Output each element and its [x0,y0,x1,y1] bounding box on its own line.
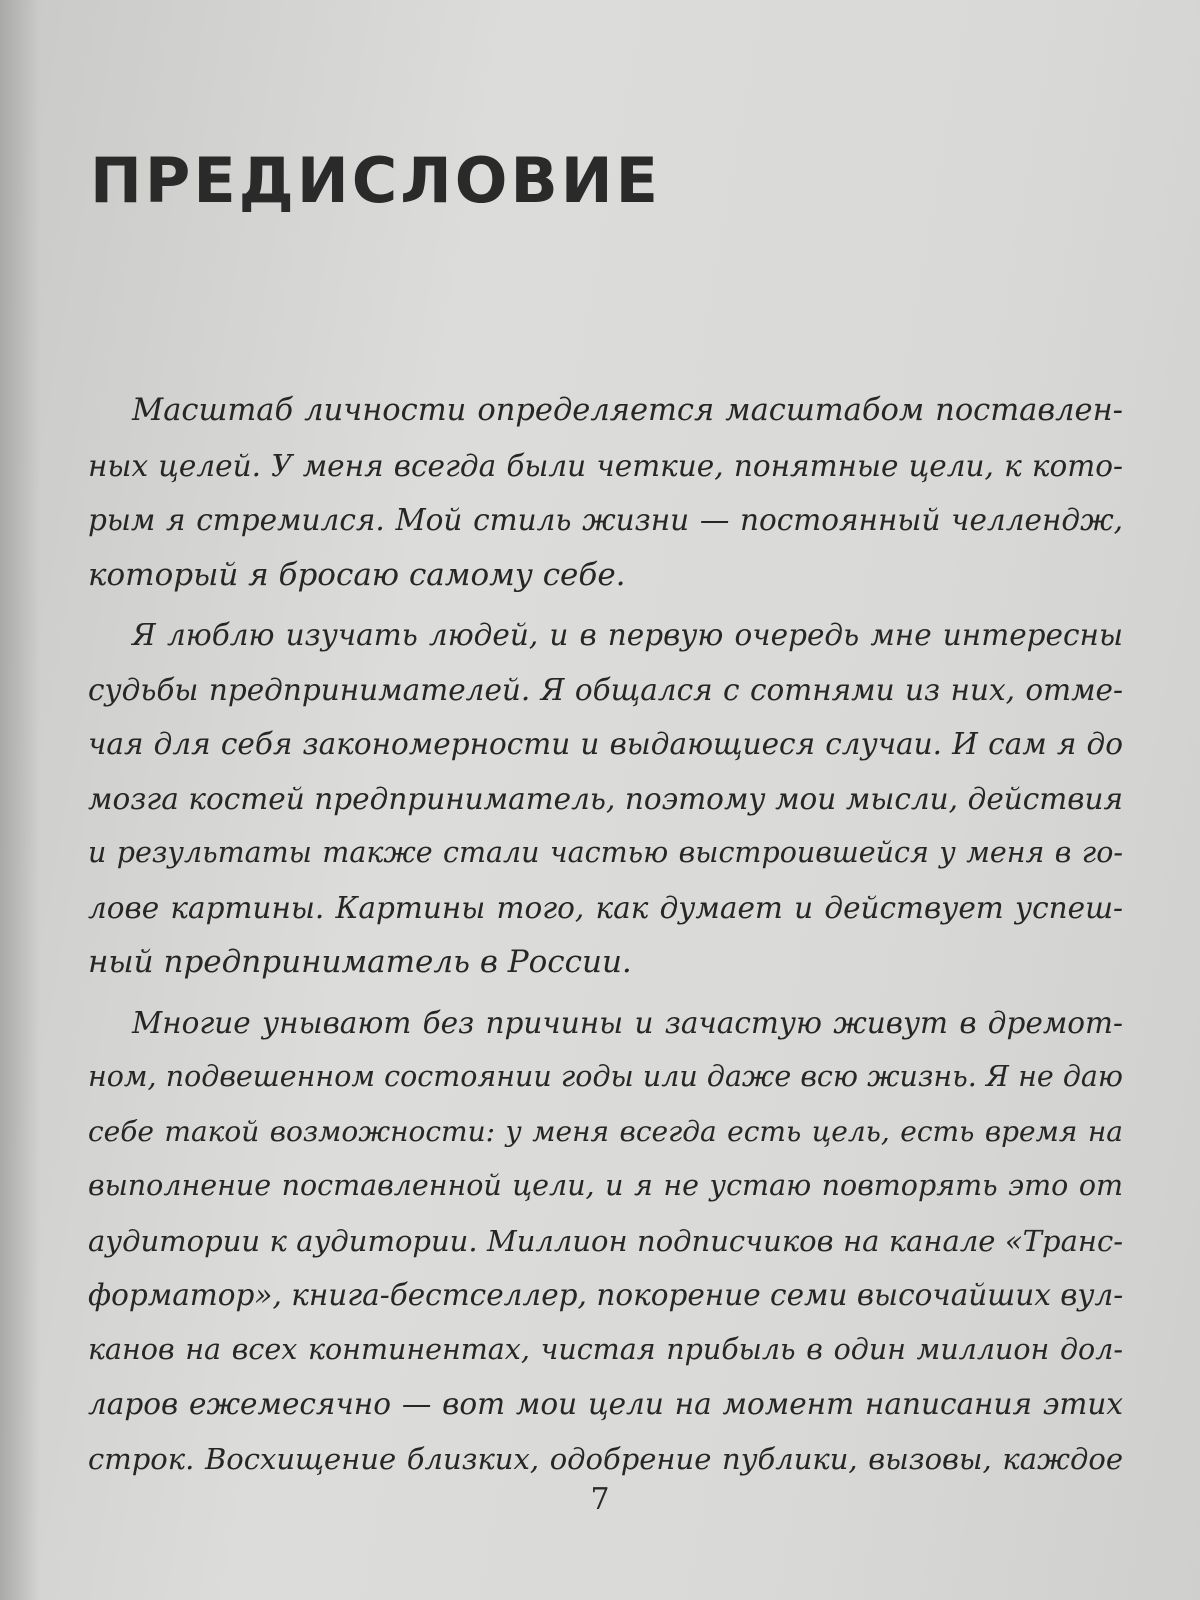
text-line: выполнение поставленной цели, и я не устаю повторять это от [88,1169,1123,1202]
body-text [88,384,1123,1486]
text-line: лове картины. Картины того, как думает и действует успеш- [88,890,1123,925]
text-line: себе такой возможности: у меня всегда есть цель, есть время на [88,1114,1123,1148]
text-line: ларов ежемесячно — вот мои цели на момент написания этих [88,1387,1123,1421]
page-number: 7 [590,1482,610,1517]
text-line: форматор», книга-бестселлер, покорение семи высочайших вул- [88,1278,1124,1312]
text-line: ный предприниматель в России. [88,944,632,980]
text-line: рым я стремился. Мой стиль жизни — постоянный челлендж, [88,503,1123,537]
text-line: аудитории к аудитории. Миллион подписчиков на канале «Транс- [88,1223,1123,1258]
text-line: Масштаб личности определяется масштабом поставлен- [132,393,1123,428]
text-line: канов на всех континентах, чистая прибыль в один миллион дол- [88,1332,1123,1366]
chapter-title: ПРЕДИСЛОВИЕ [90,144,661,217]
text-line: чая для себя закономерности и выдающиеся случаи. И сам я до [88,727,1123,761]
text-line: который я бросаю самому себе. [88,556,626,593]
text-line: мозга костей предприниматель, поэтому мои мысли, действия [88,781,1123,816]
text-line: строк. Восхищение близких, одобрение публики, вызовы, каждое [88,1441,1123,1476]
text-line: Многие унывают без причины и зачастую живут в дремот- [132,1005,1123,1040]
text-line: ном, подвешенном состоянии годы или даже всю жизнь. Я не даю [88,1060,1123,1093]
text-line: и результаты также стали частью выстроившейся у меня в го- [88,836,1123,869]
text-line: судьбы предпринимателей. Я общался с сотнями из них, отме- [88,672,1123,707]
text-line: ных целей. У меня всегда были четкие, понятные цели, к кото- [88,448,1123,483]
text-line: Я люблю изучать людей, и в первую очередь мне интересны [132,618,1123,652]
